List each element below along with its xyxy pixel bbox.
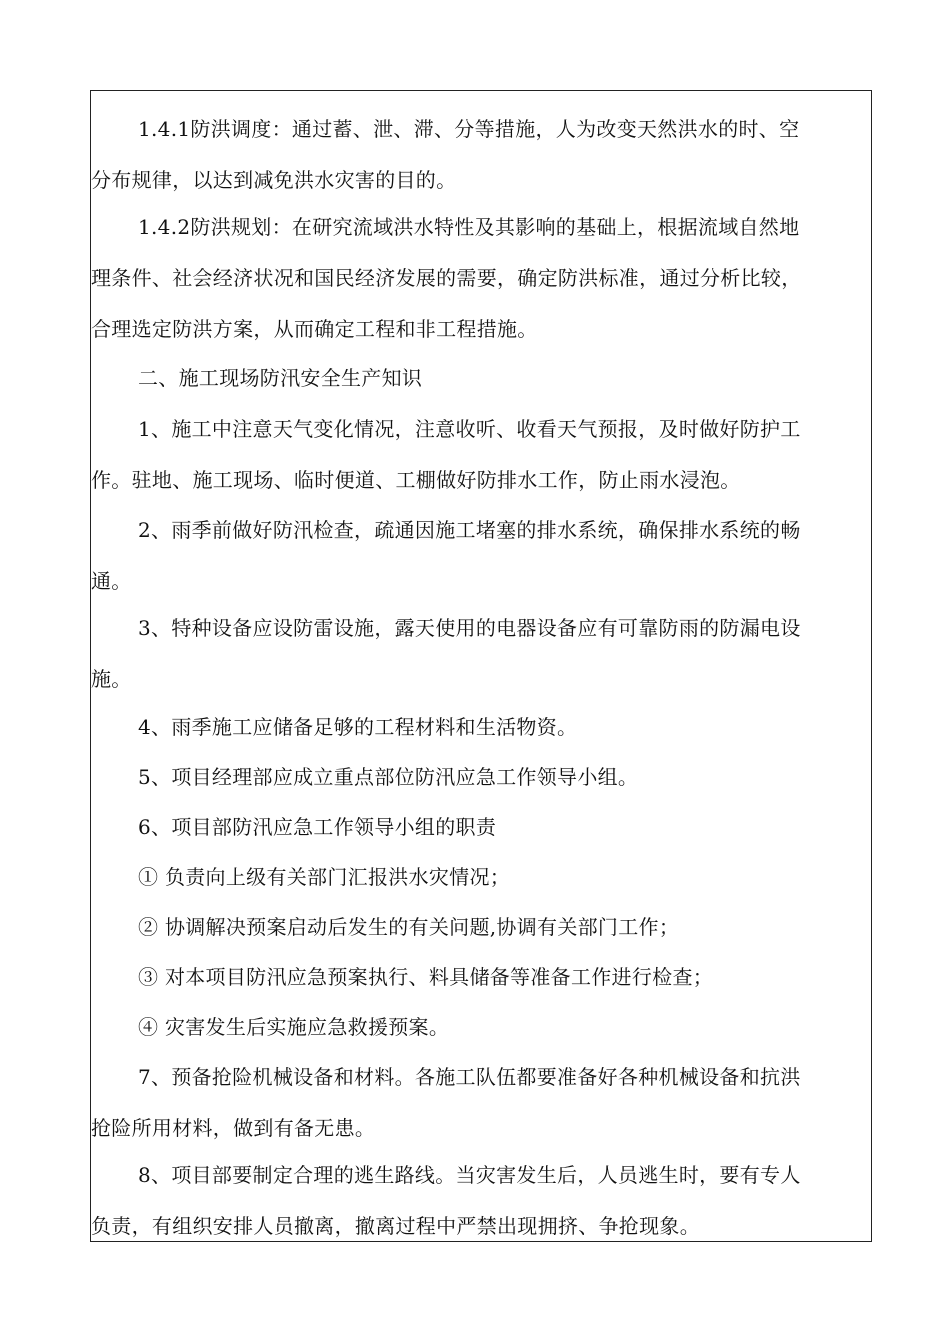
- list-item-3: [91, 603, 873, 705]
- paragraph-line: 抢险所用材料，做到有备无患。: [91, 1116, 376, 1140]
- paragraph-line: 5、项目经理部应成立重点部位防汛应急工作领导小组。: [138, 765, 639, 789]
- paragraph-line: 1.4.2防洪规划：在研究流域洪水特性及其影响的基础上，根据流域自然地: [138, 215, 800, 239]
- sub-item-3: [91, 952, 873, 1003]
- paragraph-line: ② 协调解决预案启动后发生的有关问题,协调有关部门工作；: [138, 915, 680, 939]
- list-item-2: [91, 505, 873, 607]
- paragraph-line: ① 负责向上级有关部门汇报洪水灾情况；: [138, 865, 511, 889]
- section-heading: [91, 353, 873, 404]
- sub-item-4: [91, 1002, 873, 1053]
- paragraph-line: 通。: [91, 569, 132, 593]
- paragraph-line: 作。驻地、施工现场、临时便道、工棚做好防排水工作，防止雨水浸泡。: [91, 468, 741, 492]
- paragraph-line: ④ 灾害发生后实施应急救援预案。: [138, 1015, 450, 1039]
- paragraph-line: 1.4.1防洪调度：通过蓄、泄、滞、分等措施，人为改变天然洪水的时、空: [138, 117, 800, 141]
- list-item-8: [91, 1150, 873, 1252]
- list-item-7: [91, 1052, 873, 1154]
- list-item-4: [91, 702, 873, 753]
- paragraph-line: 8、项目部要制定合理的逃生路线。当灾害发生后，人员逃生时，要有专人: [138, 1163, 801, 1187]
- paragraph-line: 施。: [91, 667, 132, 691]
- section-heading-text: 二、施工现场防汛安全生产知识: [138, 366, 423, 390]
- paragraph-line: 2、雨季前做好防汛检查，疏通因施工堵塞的排水系统，确保排水系统的畅: [138, 518, 801, 542]
- paragraph-line: 4、雨季施工应储备足够的工程材料和生活物资。: [138, 715, 578, 739]
- paragraph-1-4-2: [91, 202, 873, 355]
- paragraph-line: 3、特种设备应设防雷设施，露天使用的电器设备应有可靠防雨的防漏电设: [138, 616, 801, 640]
- paragraph-line: 6、项目部防汛应急工作领导小组的职责: [138, 815, 497, 839]
- paragraph-line: 合理选定防洪方案，从而确定工程和非工程措施。: [91, 317, 538, 341]
- list-item-6: [91, 802, 873, 853]
- paragraph-1-4-1: [91, 104, 873, 206]
- paragraph-line: 负责，有组织安排人员撤离，撤离过程中严禁出现拥挤、争抢现象。: [91, 1214, 700, 1238]
- paragraph-line: ③ 对本项目防汛应急预案执行、料具储备等准备工作进行检查；: [138, 965, 714, 989]
- sub-item-2: [91, 902, 873, 953]
- list-item-5: [91, 752, 873, 803]
- sub-item-1: [91, 852, 873, 903]
- document-frame: [90, 90, 872, 1242]
- paragraph-line: 理条件、社会经济状况和国民经济发展的需要，确定防洪标准，通过分析比较，: [91, 266, 802, 290]
- list-item-1: [91, 404, 873, 506]
- paragraph-line: 分布规律，以达到减免洪水灾害的目的。: [91, 168, 457, 192]
- paragraph-line: 1、施工中注意天气变化情况，注意收听、收看天气预报，及时做好防护工: [138, 417, 801, 441]
- paragraph-line: 7、预备抢险机械设备和材料。各施工队伍都要准备好各种机械设备和抗洪: [138, 1065, 801, 1089]
